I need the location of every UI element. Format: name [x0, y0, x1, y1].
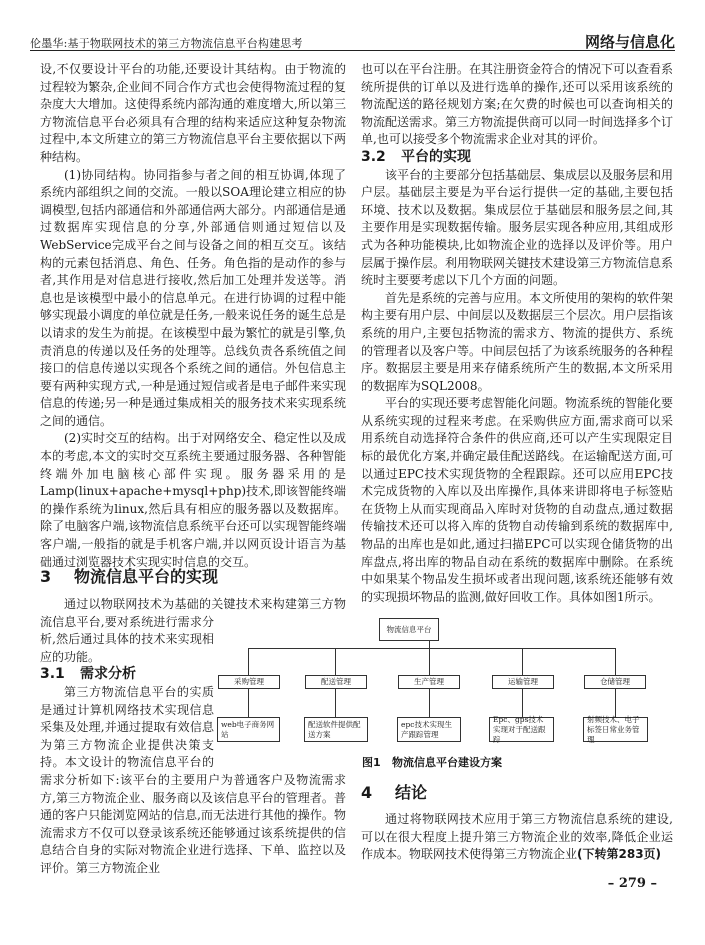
paragraph: 平台的实现还要考虑智能化问题。物流系统的智能化要从系统实现的过程来考虑。在采购供应方面,需求商可以采用系统自动选择符合条件的供应商,还可以产生实现限定目标的最优化方案,并确定最佳配送路线。在运输配送方面,可以通过EPC技术实现货物的全程跟踪。还可以应用EPC技术完成货物的入库以及出库操作,具体来讲即将电子标签贴在货物上从而实现商品入库时对货物的自动盘点,通过数据传输技术还可以将入库的货物自动传输到系统的数据库中,物品的出库也是如此,通过扫描EPC可以实现仓储货物的出库盘点,将出库的物品自动在系统的数据库中删除。在系统中如果某个物品发生损坏或者出现问题,该系统还能够有效的实现损坏物品的监测,做好回收工作。具体如图1所示。: [361, 396, 674, 604]
column-name: 网络与信息化: [584, 33, 675, 51]
header-rule: [30, 50, 675, 51]
diagram-detail-node: 射频技术、电子标签日常业务管理: [583, 717, 648, 742]
diagram-root-node: 物流信息平台: [379, 618, 439, 641]
section-number: 4: [361, 783, 373, 802]
diagram-module-node: 运输管理: [492, 675, 554, 689]
paragraph: 设,不仅要设计平台的功能,还要设计其结构。由于物流的过程较为繁杂,企业间不同合作方式也会使得物流过程的复杂度大大增加。这使得系统内部沟通的难度增大,所以第三方物流信息平台必须具有合理的结构来适应这种复杂物流过程中,本文所建立的第三方物流信息平台主要依据以下两种结构。: [40, 62, 346, 164]
subsection-title: 需求分析: [80, 666, 136, 683]
page-number: – 279 –: [607, 876, 657, 891]
section-4-heading: [361, 780, 427, 803]
diagram-module-node: 配送管理: [305, 675, 367, 689]
continued-note: (下转第283页): [577, 847, 662, 862]
paragraph-realtime-structure: (2)实时交互的结构。出于对网络安全、稳定性以及成本的考虑,本文的实时交互系统主要通过服务器、各种智能终端外加电脑核心部件实现。服务器采用的是Lamp(linux+apache+mysql+php)技术,即该智能终端的操作系统为linux,然后具有相应的服务器以及数据库。除了电脑客户端,该物流信息系统平台还可以实现智能终端客户端,一般指的就是手机客户端,并以网页设计语言为基础通过浏览器技术实现实时信息的交互。: [40, 431, 346, 569]
section-number: 3: [40, 567, 52, 586]
section-title: 结论: [395, 783, 428, 802]
section-3-heading: [40, 564, 218, 587]
subsection-3-2-heading: [361, 149, 673, 167]
diagram-detail-node: web电子商务网站: [217, 717, 280, 742]
subsection-number: 3.1: [40, 666, 65, 683]
subsection-title: 平台的实现: [401, 148, 471, 165]
connector: [248, 648, 615, 649]
diagram-detail-node: epc技术实现生产跟踪管理: [397, 717, 461, 742]
conclusion-text: 通过将物联网技术应用于第三方物流信息系统的建设,可以在很大程度上提升第三方物流企业的效率,降低企业运作成本。物联网技术使得第三方物流企业: [361, 812, 673, 862]
diagram-module-node: 仓储管理: [584, 675, 646, 689]
figure-1-caption: [362, 754, 502, 770]
paragraph: 首先是系统的完善与应用。本文所使用的架构的软件架构主要有用户层、中间层以及数据层三个层次。用户层指该系统的用户,主要包括物流的需求方、物流的提供方、系统的管理者以及客户等。中间层包括了为该系统服务的各种程序。数据层主要是用来存储系统所产生的数据,本文所采用的数据库为SQL2008。: [361, 290, 674, 393]
paragraph: 通过以物联网技术为基础的关键技术来构建第三方物流信息平台,要对系统进行需求分析,然后通过具体的技术来实现相应的功能。: [40, 597, 346, 664]
running-title: 伦墨华:基于物联网技术的第三方物流信息平台构建思考: [30, 37, 303, 50]
subsection-number: 3.2: [361, 148, 386, 165]
paragraph: 该平台的主要部分包括基础层、集成层以及服务层和用户层。基础层主要是为平台运行提供一定的基础,主要包括环境、技术以及数据。集成层位于基础层和服务层之间,其主要作用是实现数据传输。服务层实现各种应用,其组成形式为各种功能模块,比如物流企业的选择以及评价等。用户层属于操作层。利用物联网关键技术建设第三方物流信息系统时主要要考虑以下几个方面的问题。: [361, 167, 674, 288]
paragraph-collaborative-structure: (1)协同结构。协同指参与者之间的相互协调,体现了系统内部组织之间的交流。一般以SOA理论建立相应的协调模型,包括内部通信和外部通信两大部分。内部通信是通过数据库实现信息的分享,外部通信则通过短信以及WebService完成平台之间与设备之间的相互交互。该结构的元素包括消息、角色、任务。角色指的是动作的参与者,其作用是对信息进行接收,然后加工处理并发送等。消息也是该模型中最小的信息单元。在进行协调的过程中能够实现最小调度的单位就是任务,一般来说任务的诞生总是以请求的发生为前提。在该模型中最为繁忙的就是引擎,负责消息的传递以及任务的处理等。总线负责各系统值之间接口的信息传递以实现各个系统之间的通信。外包信息主要有两种实现方式,一种是通过短信或者是电子邮件来实现信息的传递;另一种是通过集成相关的服务技术来实现系统之间的通信。: [40, 167, 346, 428]
left-column-upper: [40, 61, 346, 571]
diagram-module-node: 采购管理: [218, 675, 280, 689]
paragraph-requirements: 第三方物流信息平台的实质是通过计算机网络技术实现信息采集及处理,并通过提取有效信息为第三方物流企业提供决策支持。本文设计的物流信息平台的需求分析如下:该平台的主要用户为普通客户及物流需求方,第三方物流企业、服务商以及该信息平台的管理者。普通的客户只能浏览网站的信息,而无法进行其他的操作。物流需求方不仅可以登录该系统还能够通过该系统提供的信息结合自身的实际对物流企业进行选择、下单、监控以及评价。第三方物流企业: [40, 684, 346, 875]
paragraph: 也可以在平台注册。在其注册资金符合的情况下可以查看系统所提供的订单以及进行选单的操作,还可以采用该系统的物流配送的路径规划方案;在欠费的时候也可以查询相关的物流配送需求。第三方物流提供商可以同一时间选择多个订单,也可以接受多个物流需求企业对其的评价。: [361, 62, 674, 147]
figure-wrap-spacer: [214, 614, 346, 772]
section-title: 物流信息平台的实现: [74, 567, 219, 586]
conclusion-section: [361, 811, 673, 864]
paragraph-conclusion: [361, 811, 673, 864]
diagram-module-node: 生产管理: [398, 675, 460, 689]
figure-caption-text: 物流信息平台建设方案: [392, 756, 502, 769]
diagram-detail-node: 配送软件提供配送方案: [304, 717, 368, 742]
right-column: [361, 61, 673, 606]
figure-number: 图1: [362, 756, 381, 769]
diagram-detail-node: Epc、gps技术实现对于配送跟踪: [489, 717, 554, 742]
left-column-section-3: [40, 596, 346, 878]
